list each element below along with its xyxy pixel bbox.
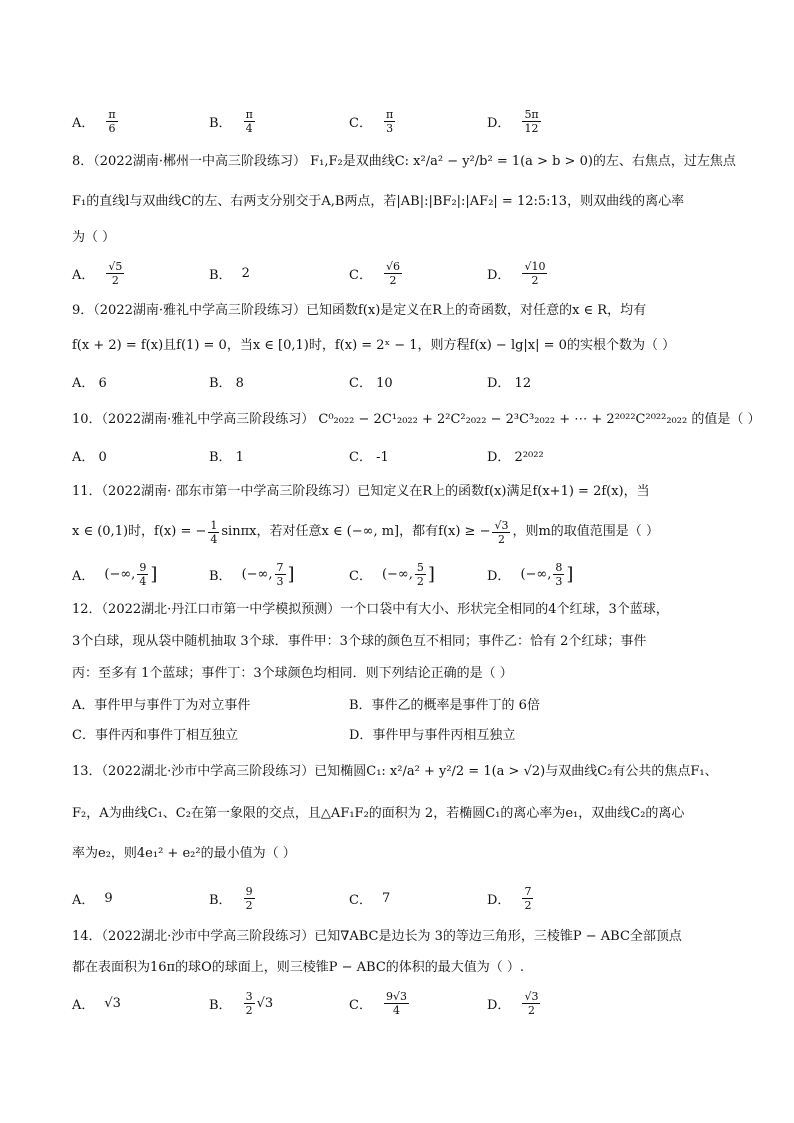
q10-line-1: 10．（2022湖南·雅礼中学高三阶段练习） C⁰₂₀₂₂ − 2C¹₂₀₂₂ + 2²C²₂₀₂₂ − 2³C³₂₀₂₂ + ⋯ + 2²⁰²²C²⁰²²₂₀₂₂ 的值是（ ） — [72, 412, 761, 427]
q9-option-b: B． 8 — [209, 375, 244, 391]
q11-line-1: 11．（2022湖南· 邵东市第一中学高三阶段练习）已知定义在R上的函数f(x)满足f(x+1) = 2f(x)，当 — [72, 484, 650, 499]
q9-option-d: D． 12 — [487, 375, 532, 391]
q10-option-d: D． 2²⁰²² — [487, 449, 544, 465]
q11-options — [72, 557, 732, 591]
q9-options — [72, 366, 732, 396]
q7-d-den: 12 — [524, 121, 539, 135]
q12-option-b: B．事件乙的概率是事件丁的 6倍 — [349, 698, 540, 713]
q8-option-d: D． $\frac{√10}{2}$ — [487, 259, 546, 287]
q12-option-d: D．事件甲与事件丙相互独立 — [349, 728, 516, 743]
q7-d-num: 5π — [524, 107, 539, 121]
q7-b-num: π — [245, 107, 253, 121]
q12-option-c: C．事件丙和事件丁相互独立 — [72, 728, 238, 743]
q10-option-c: C． -1 — [349, 449, 389, 465]
q14-options — [72, 986, 732, 1020]
q13-option-d: D． $\frac{7}{2}$ — [487, 884, 532, 912]
q14-option-a: A． √3 — [72, 995, 121, 1013]
q11-option-d: D． (−∞, $\frac{8}{3}$ ] — [487, 560, 574, 588]
q11-option-a: A． (−∞, $\frac{9}{4}$ ] — [72, 560, 158, 588]
q12-line-2: 3个白球，现从袋中随机抽取 3个球．事件甲：3个球的颜色互不相同；事件乙：恰有 2个红球；事件 — [72, 634, 647, 649]
q13-line-3: 率为e₂，则4e₁² + e₂²的最小值为（ ） — [72, 846, 296, 861]
q7-option-c: C． $\frac{\pi}{3}$ — [349, 107, 394, 135]
q12-line-1: 12．（2022湖北·丹江口市第一中学模拟预测）一个口袋中有大小、形状完全相同的4个红球，3个蓝球， — [72, 602, 669, 617]
q7-option-a: A． $\frac{\pi}{6}$ — [72, 107, 116, 135]
q13-line-1: 13．（2022湖北·沙市中学高三阶段练习）已知椭圆C₁: x²/a² + y²/2 = 1(a > √2)与双曲线C₂有公共的焦点F₁、 — [72, 764, 718, 779]
q10-options — [72, 440, 732, 470]
q11-option-b: B． (−∞, $\frac{7}{3}$ ] — [209, 560, 295, 588]
q7-c-den: 3 — [386, 121, 394, 135]
q10-option-a: A． 0 — [72, 449, 107, 465]
q8-line-1: 8．（2022湖南·郴州一中高三阶段练习） F₁,F₂是双曲线C: x²/a² − y²/b² = 1(a > b > 0)的左、右焦点，过左焦点 — [72, 154, 736, 169]
q11-line-2: x ∈ (0,1)时，f(x) = − $\frac{1}{4}$ sinπx，若对任意x ∈ (−∞, m]，都有f(x) ≥ − $\frac{√3}{2}$ ，则m的取值范围是（ ） — [72, 518, 659, 546]
q7-option-d: D． $\frac{5\pi}{12}$ — [487, 107, 539, 135]
q14-option-d: D． $\frac{√3}{2}$ — [487, 989, 539, 1017]
q8-option-b: B． 2 — [209, 265, 250, 283]
q9-option-c: C． 10 — [349, 375, 393, 391]
q9-option-a: A． 6 — [72, 375, 107, 391]
q7-b-den: 4 — [245, 121, 253, 135]
q7-c-num: π — [385, 107, 394, 121]
q13-option-b: B． $\frac{9}{2}$ — [209, 884, 253, 912]
q12-option-a: A．事件甲与事件丁为对立事件 — [72, 698, 251, 713]
q8-option-a: A． $\frac{√5}{2}$ — [72, 259, 123, 287]
q8-options — [72, 256, 732, 290]
q10-option-b: B． 1 — [209, 449, 244, 465]
q9-line-2: f(x + 2) = f(x)且f(1) = 0，当x ∈ [0,1)时，f(x) = 2ˣ − 1，则方程f(x) − lg|x| = 0的实根个数为（ ） — [72, 338, 676, 353]
q8-line-2: F₁的直线l与双曲线C的左、右两支分别交于A,B两点，若|AB|:|BF₂|:|AF₂| = 12:5:13，则双曲线的离心率 — [72, 194, 685, 209]
q11-option-c: C． (−∞, $\frac{5}{2}$ ] — [349, 560, 435, 588]
q9-line-1: 9．（2022湖南·雅礼中学高三阶段练习）已知函数f(x)是定义在R上的奇函数，对任意的x ∈ R，均有 — [72, 303, 647, 318]
q8-option-c: C． $\frac{√6}{2}$ — [349, 259, 400, 287]
q14-line-2: 都在表面积为16π的球O的球面上，则三棱锥P − ABC的体积的最大值为（ ）. — [72, 960, 525, 975]
q14-line-1: 14．（2022湖北·沙市中学高三阶段练习）已知∇ABC是边长为 3的等边三角形，三棱锥P − ABC全部顶点 — [72, 929, 682, 944]
q7-a-den: 6 — [108, 121, 116, 135]
q7-a-num: π — [108, 107, 116, 121]
q8-line-3: 为（ ） — [72, 230, 116, 245]
q7-options — [72, 104, 732, 138]
q13-option-a: A． 9 — [72, 890, 113, 908]
q13-options — [72, 881, 732, 915]
q12-line-3: 丙：至多有 1个蓝球；事件丁：3个球颜色均相同．则下列结论正确的是（ ） — [72, 666, 513, 681]
q13-line-2: F₂，A为曲线C₁、C₂在第一象限的交点，且△AF₁F₂的面积为 2，若椭圆C₁的离心率为e₁，双曲线C₂的离心 — [72, 806, 685, 821]
q14-option-c: C． $\frac{9√3}{4}$ — [349, 989, 407, 1017]
q13-option-c: C． 7 — [349, 890, 391, 908]
q14-option-b: B． $\frac{3}{2}$ √3 — [209, 989, 274, 1017]
q7-option-b: B． $\frac{\pi}{4}$ — [209, 107, 253, 135]
